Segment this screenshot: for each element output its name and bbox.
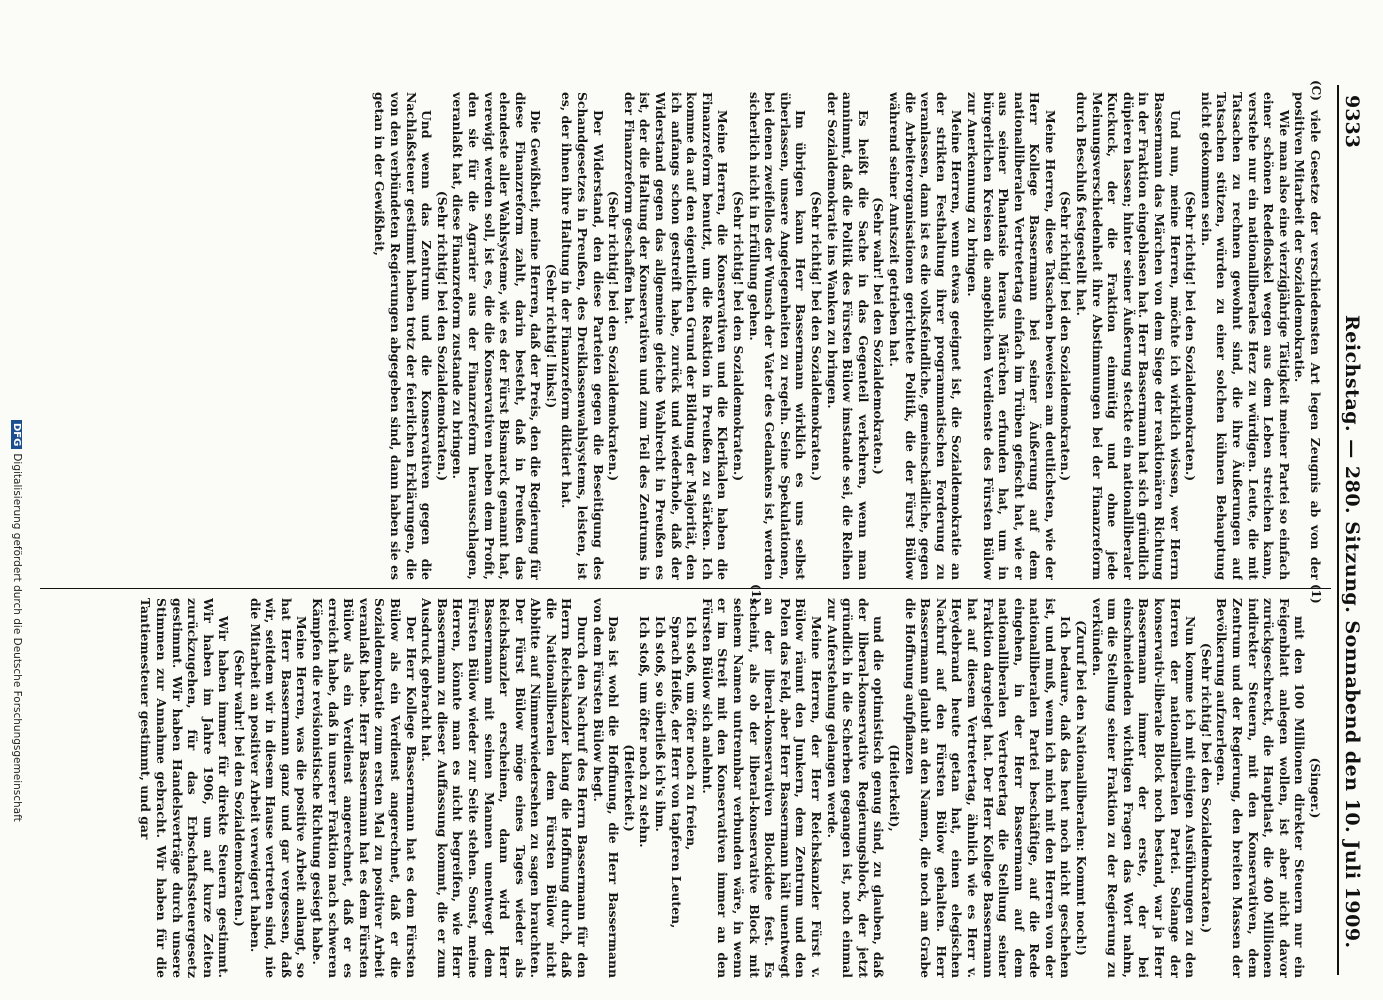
paragraph: Ich stoß, um öfter noch zu stehn. <box>637 616 653 848</box>
interjection: (Heiterkeit), <box>886 744 902 832</box>
interjection: (Zuruf bei den Nationalliberalen: Kommt noch!) <box>1074 620 1090 956</box>
paragraph: Der Herr Kollege Bassermann hat es dem Fürsten Bülow als ein Verdienst angerechnet, daß er die Sozialdemokratie zum ersten Mal zu positiver Arbeit veranlaßt habe. Herr Bassermann hat es dem Fürsten Bülow als ein Verdienst angerechnet, daß er es erreicht habe, daß in unserer Fraktion nach schweren Kämpfen die revisionistische Richtung gesiegt habe. <box>310 598 419 978</box>
interjection: (Sehr richtig! bei den Sozialdemokraten.) <box>1183 190 1199 482</box>
paragraph: Das ist wohl die Hoffnung, die Herr Bassermann von dem Fürsten Bülow hegt. <box>590 598 622 978</box>
interjection: (Sehr richtig! links!) <box>543 263 559 409</box>
paragraph: Im übrigen kann Herr Bassermann wirklich es uns selbst überlassen, unsere Angelegenheiten zu regeln. Seine Spekulationen, bei denen zweifellos der Wunsch der Vater des Gedankens ist, werden sicherlich nicht in Erfüllung gehen. <box>746 92 809 580</box>
interjection: (Sehr richtig! bei den Sozialdemokraten.) <box>809 190 824 482</box>
page-header <box>1337 95 1367 975</box>
running-title: Reichstag. — 280. Sitzung. Sonnabend den 10. Juli 1909. <box>1341 315 1363 949</box>
header-rule <box>1337 85 1339 975</box>
text-column-right <box>23 92 1323 580</box>
paragraph: Und wenn das Zentrum und die Konservativen gegen die Nachlaßsteuer gestimmt haben trotz der feierlichen Erklärungen, die von den verbündeten Regierungen abgegeben sind, dann haben sie es getan in der Gewißheit, <box>372 92 435 580</box>
interjection: (Sehr richtig! bei den Sozialdemokraten.) <box>1058 190 1074 482</box>
interjection: (Sehr richtig! bei den Sozialdemokraten.) <box>606 190 622 482</box>
paragraph: Meine Herren, diese Tatsachen beweisen am deutlichsten, wie der Herr Kollege Bassermann bei seiner Äußerung auf dem nationalliberalen Vertretertag einfach im Trüben gefischt hat, wie er aus seiner Phantasie heraus Märchen erfunden hat, um in bürgerlichen Kreisen die angeblichen Verdienste des Fürsten Bülow zur Anerkennung zu bringen. <box>964 92 1058 580</box>
paragraph: Meine Herren, die Konservativen und die Klerikalen haben die Finanzreform benutzt, um die Reaktion in Preußen zu stärken. Ich komme da auf den eigentlichen Grund der Bildung der Majorität, den ich anfangs schon gestreift habe, zurück und wiederhole, daß der Widerstand gegen das allgemeine gleiche Wahlrecht in Preußen es ist, der die Haltung der Konservativen und zum Teil des Zentrums in der Finanzreform geschaffen hat. <box>621 92 731 580</box>
paragraph: Ich stoß, um öfter noch zu freien, <box>684 616 700 851</box>
paragraph: Durch den Nachruf des Herrn Bassermann für den Herrn Reichskanzler klang die Hoffnung durch, daß die Nationalliberalen dem Fürsten Bülow nicht Abbitte auf Nimmerwiedersehen zu sagen brauchten. Der Fürst Bülow möge eines Tages wieder als Reichskanzler erscheinen, dann wird Herr Bassermann mit seinen Mannen unentwegt dem Fürsten Bülow wieder zur Seite stehen. Sonst, meine Herren, könnte man es nicht begreifen, wie Herr Bassermann zu dieser Auffassung kommt, die er zum Ausdruck gebracht hat. <box>419 598 591 978</box>
interjection: (Singer.) <box>1308 757 1323 819</box>
paragraph: Ich stoß, so überließ ich's ihm. <box>653 616 669 832</box>
paragraph: Die Gewißheit, meine Herren, daß der Preis, den die Regierung für diese Finanzreform zahlt, darin besteht, daß in Preußen das elendeste aller Wahlsysteme, wie es der Fürst Bismarck genannt hat, verewigt werden soll, ist es, die die Konservativen neben dem Profit, den sie für die Agrarier aus der Finanzreform herausschlagen, veranlaßt hat, diese Finanzreform zustande zu bringen. <box>450 92 544 580</box>
paragraph: viele Gesetze der verschiedensten Art legen Zeugnis ab von der positiven Mitarbeit der Sozialdemokratie. <box>1292 92 1323 580</box>
paragraph: Und nun, meine Herren, möchte ich wirklich wissen, wer Herrn Bassermann das Märchen von dem Siege der reaktionären Richtung in der Fraktion eingeblasen hat. Herr Bassermann hat sich gründlich düpieren lassen; hinter seiner Äußerung steckte ein nationalliberaler Kuckuck, der die Fraktion einmütig und ohne jede Meinungsverschiedenheit ihre Abstimmungen bei der Finanzreform durch Beschluß festgestellt hat. <box>1074 92 1183 580</box>
interjection: (Sehr wahr! bei den Sozialdemokraten.) <box>232 649 248 927</box>
paragraph: Nun komme ich mit einigen Ausführungen zu den Herren der nationalliberalen Partei. Solange der konservativ-liberale Block noch bestand, war ja Herr Bassermann immer der erste, der bei einschneidenden wichtigen Fragen das Wort nahm, um die Stellung seiner Fraktion zu der Regierung zu verkünden. <box>1089 598 1199 978</box>
margin-marker-1: (1) <box>1309 584 1323 604</box>
credit-text: Digitalisierung gefördert durch die Deutsche Forschungsgemeinschaft <box>11 453 23 822</box>
paragraph: Meine Herren, was die positive Arbeit anlangt, so hat Herr Bassermann ganz und gar vergessen, daß wir, seitdem wir in diesem Hause vertreten sind, nie die Mitarbeit an positiver Arbeit verweigert haben. <box>247 598 310 978</box>
margin-marker-c: (C) <box>1309 80 1323 101</box>
interjection: (Sehr wahr! bei den Sozialdemokraten.) <box>871 197 887 475</box>
interjection: (Sehr richtig! bei den Sozialdemokraten.) <box>434 190 450 482</box>
digitization-credit <box>11 420 23 822</box>
paragraph: Meine Herren, wenn etwas geeignet ist, die Sozialdemokratie an der strikten Festhaltung ihrer programmatischen Forderung zu veranlassen, dann ist es die volksfeindliche, gemeinschädliche, gegen die Arbeiterorganisationen gerichtete Politik, die der Fürst Bülow während seiner Amtszeit getrieben hat. <box>886 92 965 580</box>
paragraph: mit den 100 Millionen direkter Steuern nur ein Feigenblatt anlegen wollen, ist aber nicht davor zurückgeschreckt, die Hauptlast, die 400 Millionen indirekter Steuern, mit den Konservativen, dem Zentrum und der Regierung, den breiten Massen der Bevölkerung aufzuerlegen. <box>1214 598 1308 978</box>
paragraph: Der Widerstand, den diese Parteien gegen die Beseitigung des Schandgesetzes in Preußen, des Dreiklassenwahlsystems, leisten, ist es, der ihnen ihre Haltung in der Finanzreform diktiert hat. <box>559 92 606 580</box>
paragraph: Es heißt die Sache in das Gegenteil verkehren, wenn man annimmt, daß die Politik des Fürsten Bülow imstande sei, die Reihen der Sozialdemokratie ins Wanken zu bringen. <box>824 92 871 580</box>
dfg-logo: DFG <box>11 420 22 449</box>
interjection: (Sehr richtig! bei den Sozialdemokraten.) <box>1198 642 1214 934</box>
paragraph: Wir haben immer für direkte Steuern gestimmt. Wir haben im Jahre 1906, um auf kurze Zeiten zurückzugehen, für das Erbschaftssteuergesetz gestimmt. Wir haben Handelsverträge durch unsere Stimmen zur Annahme gebracht. Wir haben für die Tantiemesteuer gestimmt, und gar <box>138 598 232 978</box>
paragraph: Wie man also eine vierzigjährige Tätigkeit meiner Partei so einfach einer schönen Redefloskel wegen aus dem Leben streichen kann, verstehe nur ein nationalliberales Herz zu würdigen. Leute, die mit Tatsachen zu rechnen gewohnt sind, die ihre Äußerungen auf Tatsachen stützen, würden zu einer solchen kühnen Behauptung nicht gekommen sein. <box>1198 92 1292 580</box>
column-divider <box>40 588 1331 589</box>
interjection: (Heiterkeit.) <box>621 744 637 832</box>
paragraph: Meine Herren, der Herr Reichskanzler Fürst v. Bülow räumt den Junkern, dem Zentrum und den Polen das Feld, aber Herr Bassermann hält unentwegt an der liberal-konservativen Blockidee fest. Es scheint, als ob der liberal-konservative Block mit seinem Namen untrennbar verbunden wäre, in wenn er im Streit mit den Konservativen immer an den Fürsten Bülow sich anlehnt. <box>699 598 824 978</box>
text-column-left <box>23 598 1323 978</box>
paragraph: Sprach Heiße, der Herr von tapferen Leuten, <box>668 616 684 929</box>
paragraph: Ich bedaure, daß das heut noch nicht geschehen ist, und muß, wenn ich mich mit den Herren von der nationalliberalen Partei beschäftige, auf die Rede eingehen, in der Herr Bassermann auf dem nationalliberalen Vertretertag die Stellung seiner Fraktion dargelegt hat. Der Herr Kollege Bassermann hat auf diesem Vertretertag, ähnlich wie es Herr v. Heydebrand heute getan hat, einen elegischen Nachruf auf den Fürsten Bülow gehalten. Herr Bassermann glaubt an den Namen, die noch am Grabe die Hoffnung aufpflanzen <box>902 598 1074 978</box>
margin-marker-2: (1) <box>749 584 763 604</box>
interjection: (Sehr richtig! bei den Sozialdemokraten.) <box>731 190 747 482</box>
paragraph: und die optimistisch genug sind, zu glauben, daß der liberal-konservative Regierungsblock, der jetzt gründlich in die Scherben gegangen ist, noch einmal zur Auferstehung gelangen werde. <box>824 598 887 978</box>
page-number: 9333 <box>1341 95 1363 148</box>
